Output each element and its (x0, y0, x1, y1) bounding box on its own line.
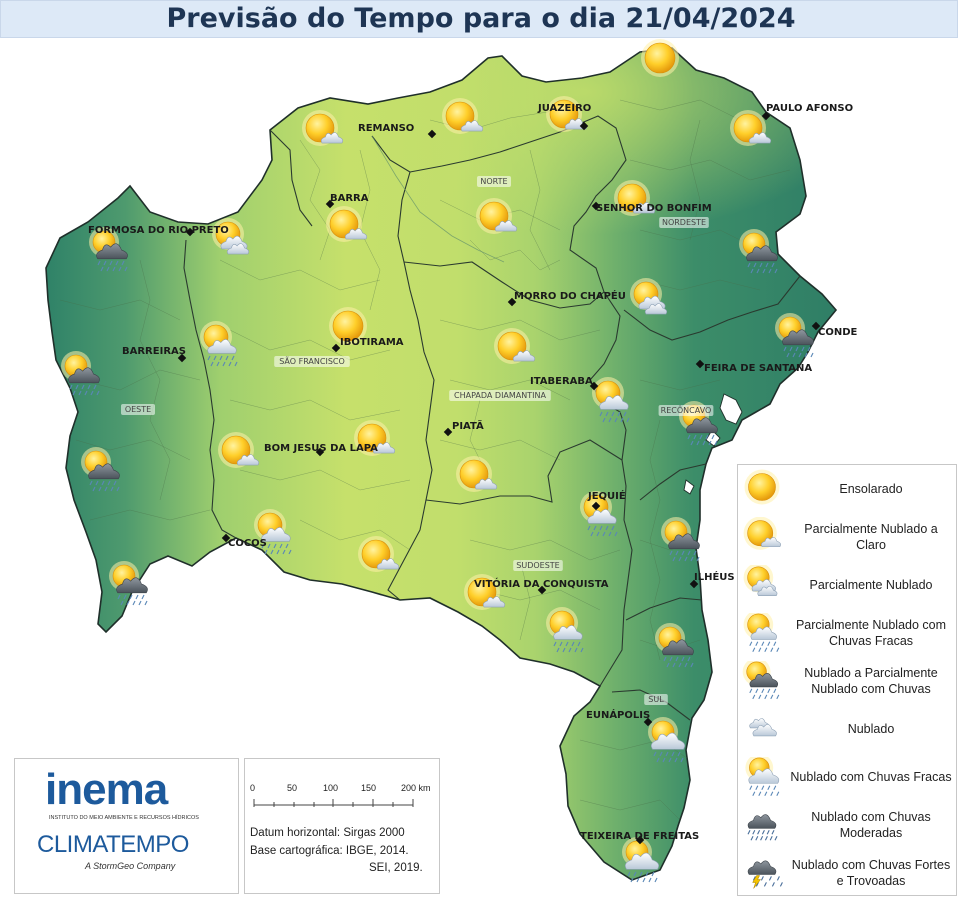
city-label: TEIXEIRA DE FREITAS (580, 831, 700, 842)
climatempo-logo: CLIMATEMPO (37, 831, 189, 858)
logo-panel (14, 758, 239, 894)
legend-label: Nublado com Chuvas Fracas (790, 770, 952, 784)
inema-logo: inema (45, 765, 168, 814)
legend-label: Nublado com Chuvas Moderadas (811, 810, 931, 840)
city-label: ITABERABA (530, 376, 593, 387)
sunny-icon (641, 39, 679, 77)
cloudy-to-partly-rain-icon (742, 661, 786, 701)
region-label: SUDOESTE (516, 561, 560, 570)
legend-item (738, 657, 956, 705)
region-label: CHAPADA DIAMANTINA (454, 391, 546, 400)
scale-bar (245, 795, 441, 815)
inema-subtitle: INSTITUTO DO MEIO AMBIENTE E RECURSOS HÍDRICOS (49, 815, 199, 821)
city-label: FEIRA DE SANTANA (704, 363, 813, 374)
legend-item (738, 513, 956, 561)
sunny-icon (742, 469, 786, 509)
region-label: OESTE (124, 405, 152, 414)
city-label: VITÓRIA DA CONQUISTA (474, 579, 609, 590)
city-label: BOM JESUS DA LAPA (264, 443, 378, 454)
cloudy-icon (742, 709, 786, 749)
region-label: RECÔNCAVO (660, 406, 712, 415)
legend-item (738, 753, 956, 801)
scale-tick-50: 50 (287, 783, 298, 793)
city-label: ILHÉUS (694, 572, 735, 583)
city-label: PAULO AFONSO (766, 103, 854, 114)
partly-cloudy-light-rain-icon (742, 613, 786, 653)
legend-label: Ensolarado (839, 482, 903, 496)
legend-label: Nublado a Parcialmente Nublado com Chuvas (804, 666, 938, 696)
scale-tick-200: 200 km (401, 783, 431, 793)
partly-cloudy-clear-icon (742, 517, 786, 557)
legend-item (738, 609, 956, 657)
legend-label: Nublado com Chuvas Fortes e Trovoadas (791, 858, 951, 888)
city-label: JEQUIÉ (588, 491, 626, 502)
sei-credit: SEI, 2019. (369, 862, 423, 874)
city-label: COCOS (228, 538, 267, 549)
base-credit: Base cartográfica: IBGE, 2014. (250, 845, 409, 857)
legend-item (738, 561, 956, 609)
city-label: PIATÃ (452, 421, 484, 432)
datum-credit: Datum horizontal: Sirgas 2000 (250, 827, 405, 839)
scale-tick-100: 100 (323, 783, 339, 793)
city-label: BARRA (330, 193, 369, 204)
city-label: JUAZEIRO (538, 103, 592, 114)
legend-label: Parcialmente Nublado (809, 578, 933, 592)
partly-cloudy-icon (742, 565, 786, 605)
legend-item (738, 705, 956, 753)
legend-item (738, 849, 956, 897)
city-label: REMANSO (358, 123, 415, 134)
region-label: NORTE (480, 177, 508, 186)
cloudy-moderate-rain-icon (742, 805, 786, 845)
thunderstorm-icon (742, 853, 786, 893)
legend-item (738, 465, 956, 513)
region-label: SUL (648, 695, 664, 704)
city-label: FORMOSA DO RIO PRETO (88, 225, 229, 236)
cloudy-light-rain-icon (742, 757, 786, 797)
legend-label: Nublado (847, 722, 895, 736)
region-label: NORDESTE (661, 218, 707, 227)
legend (737, 464, 957, 896)
scale-panel (244, 758, 440, 894)
climatempo-subtitle: A StormGeo Company (85, 861, 176, 871)
legend-label: Parcialmente Nublado a Claro (804, 522, 938, 552)
region-label: SÃO FRANCISCO (279, 357, 345, 366)
legend-item (738, 801, 956, 849)
city-label: IBOTIRAMA (340, 337, 404, 348)
map-title: Previsão do Tempo para o dia 21/04/2024 (166, 3, 796, 34)
city-label: BARREIRAS (122, 346, 186, 357)
city-label: SENHOR DO BONFIM (596, 203, 712, 214)
city-label: CONDE (818, 327, 858, 338)
legend-label: Parcialmente Nublado com Chuvas Fracas (795, 618, 947, 648)
city-label: EUNÁPOLIS (586, 710, 651, 721)
scale-tick-150: 150 (361, 783, 377, 793)
scale-tick-0: 0 (250, 783, 256, 793)
city-label: MORRO DO CHAPÉU (514, 291, 626, 302)
